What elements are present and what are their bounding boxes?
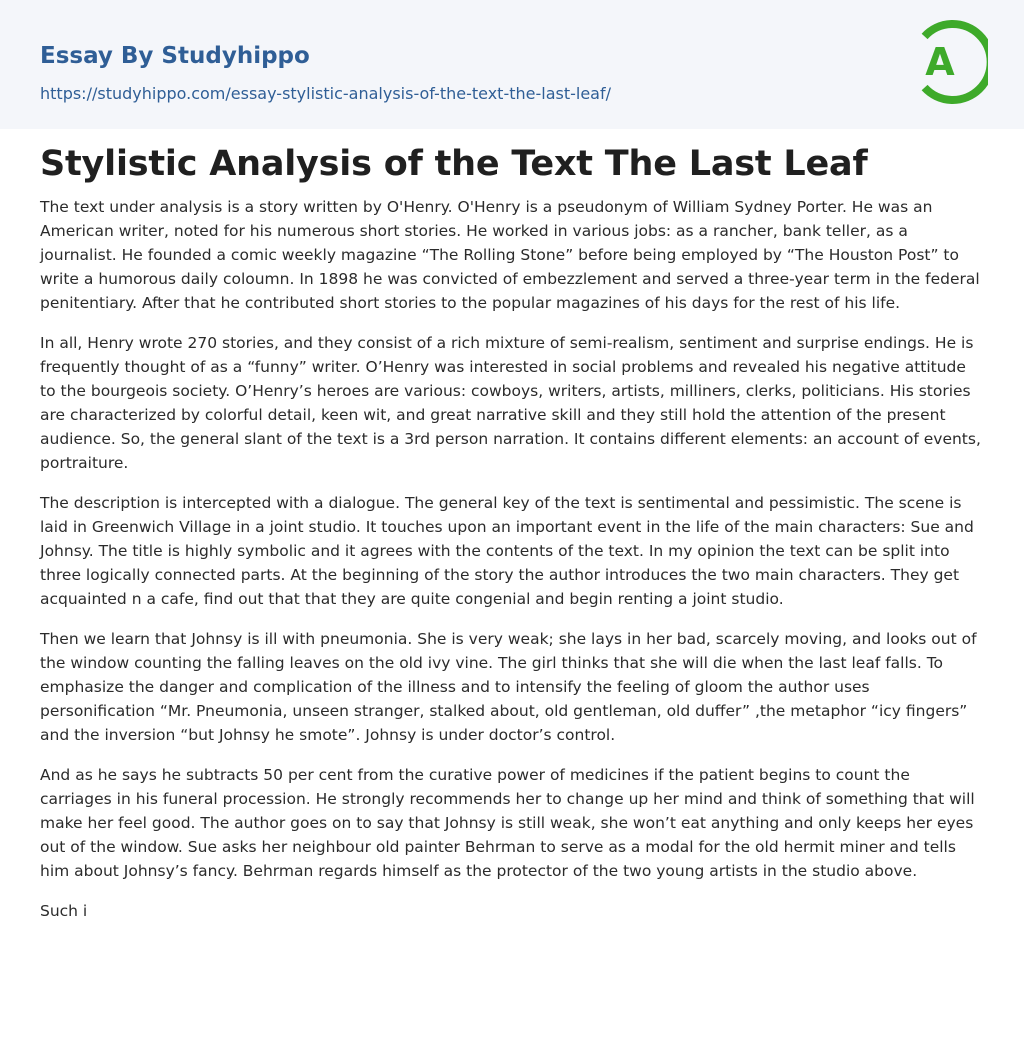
article-paragraph: The description is intercepted with a dialogue. The general key of the text is sentimental and pessimistic. The scene is laid in Greenwich Village in a joint studio. It touches upon an important event in the life of the main characters: Sue and Johnsy. The title is highly symbolic and it agrees with the contents of the text. In my opinion the text can be split into three logically connected parts. At the beginning of the story the author introduces the two main characters. They get acquainted n a cafe, find out that that they are quite congenial and begin renting a joint studio. — [40, 494, 974, 608]
site-header — [0, 0, 1024, 129]
article-paragraph-truncated: Such i — [40, 902, 88, 920]
article-title: Stylistic Analysis of the Text The Last Leaf — [40, 144, 868, 184]
article-paragraph: And as he says he subtracts 50 per cent from the curative power of medicines if the patient begins to count the carriages in his funeral procession. He strongly recommends her to change up her mind and think of something that will make her feel good. The author goes on to say that Johnsy is still weak, she won’t eat anything and only keeps her eyes out of the window. Sue asks her neighbour old painter Behrman to serve as a modal for the old hermit miner and tells him about Johnsy’s fancy. Behrman regards himself as the protector of the two young artists in the studio above. — [40, 766, 975, 880]
logo-letter: A — [925, 40, 955, 84]
site-brand[interactable]: Essay By Studyhippo — [40, 43, 310, 69]
studyhippo-logo-icon[interactable] — [910, 18, 988, 106]
article-paragraph: In all, Henry wrote 270 stories, and they consist of a rich mixture of semi-realism, sentiment and surprise endings. He is frequently thought of as a “funny” writer. O’Henry was interested in social problems and revealed his negative attitude to the bourgeois society. O’Henry’s heroes are various: cowboys, writers, artists, milliners, clerks, politicians. His stories are characterized by colorful detail, keen wit, and great narrative skill and they still hold the attention of the present audience. So, the general slant of the text is a 3rd person narration. It contains different elements: an account of events, portraiture. — [40, 334, 981, 472]
article-paragraph: Then we learn that Johnsy is ill with pneumonia. She is very weak; she lays in her bad, scarcely moving, and looks out of the window counting the falling leaves on the old ivy vine. The girl thinks that she will die when the last leaf falls. To emphasize the danger and complication of the illness and to intensify the feeling of gloom the author uses personification “Mr. Pneumonia, unseen stranger, stalked about, old gentleman, old duffer” ,the metaphor “icy fingers” and the inversion “but Johnsy he smote”. Johnsy is under doctor’s control. — [40, 630, 977, 744]
article — [40, 141, 984, 939]
essay-url-link[interactable]: https://studyhippo.com/essay-stylistic-analysis-of-the-text-the-last-leaf/ — [40, 84, 611, 103]
article-paragraph: The text under analysis is a story written by O'Henry. O'Henry is a pseudonym of William Sydney Porter. He was an American writer, noted for his numerous short stories. He worked in various jobs: as a rancher, bank teller, as a journalist. He founded a comic weekly magazine “The Rolling Stone” before being employed by “The Houston Post” to write a humorous daily coloumn. In 1898 he was convicted of embezzlement and served a three-year term in the federal penitentiary. After that he contributed short stories to the popular magazines of his days for the rest of his life. — [40, 198, 980, 312]
